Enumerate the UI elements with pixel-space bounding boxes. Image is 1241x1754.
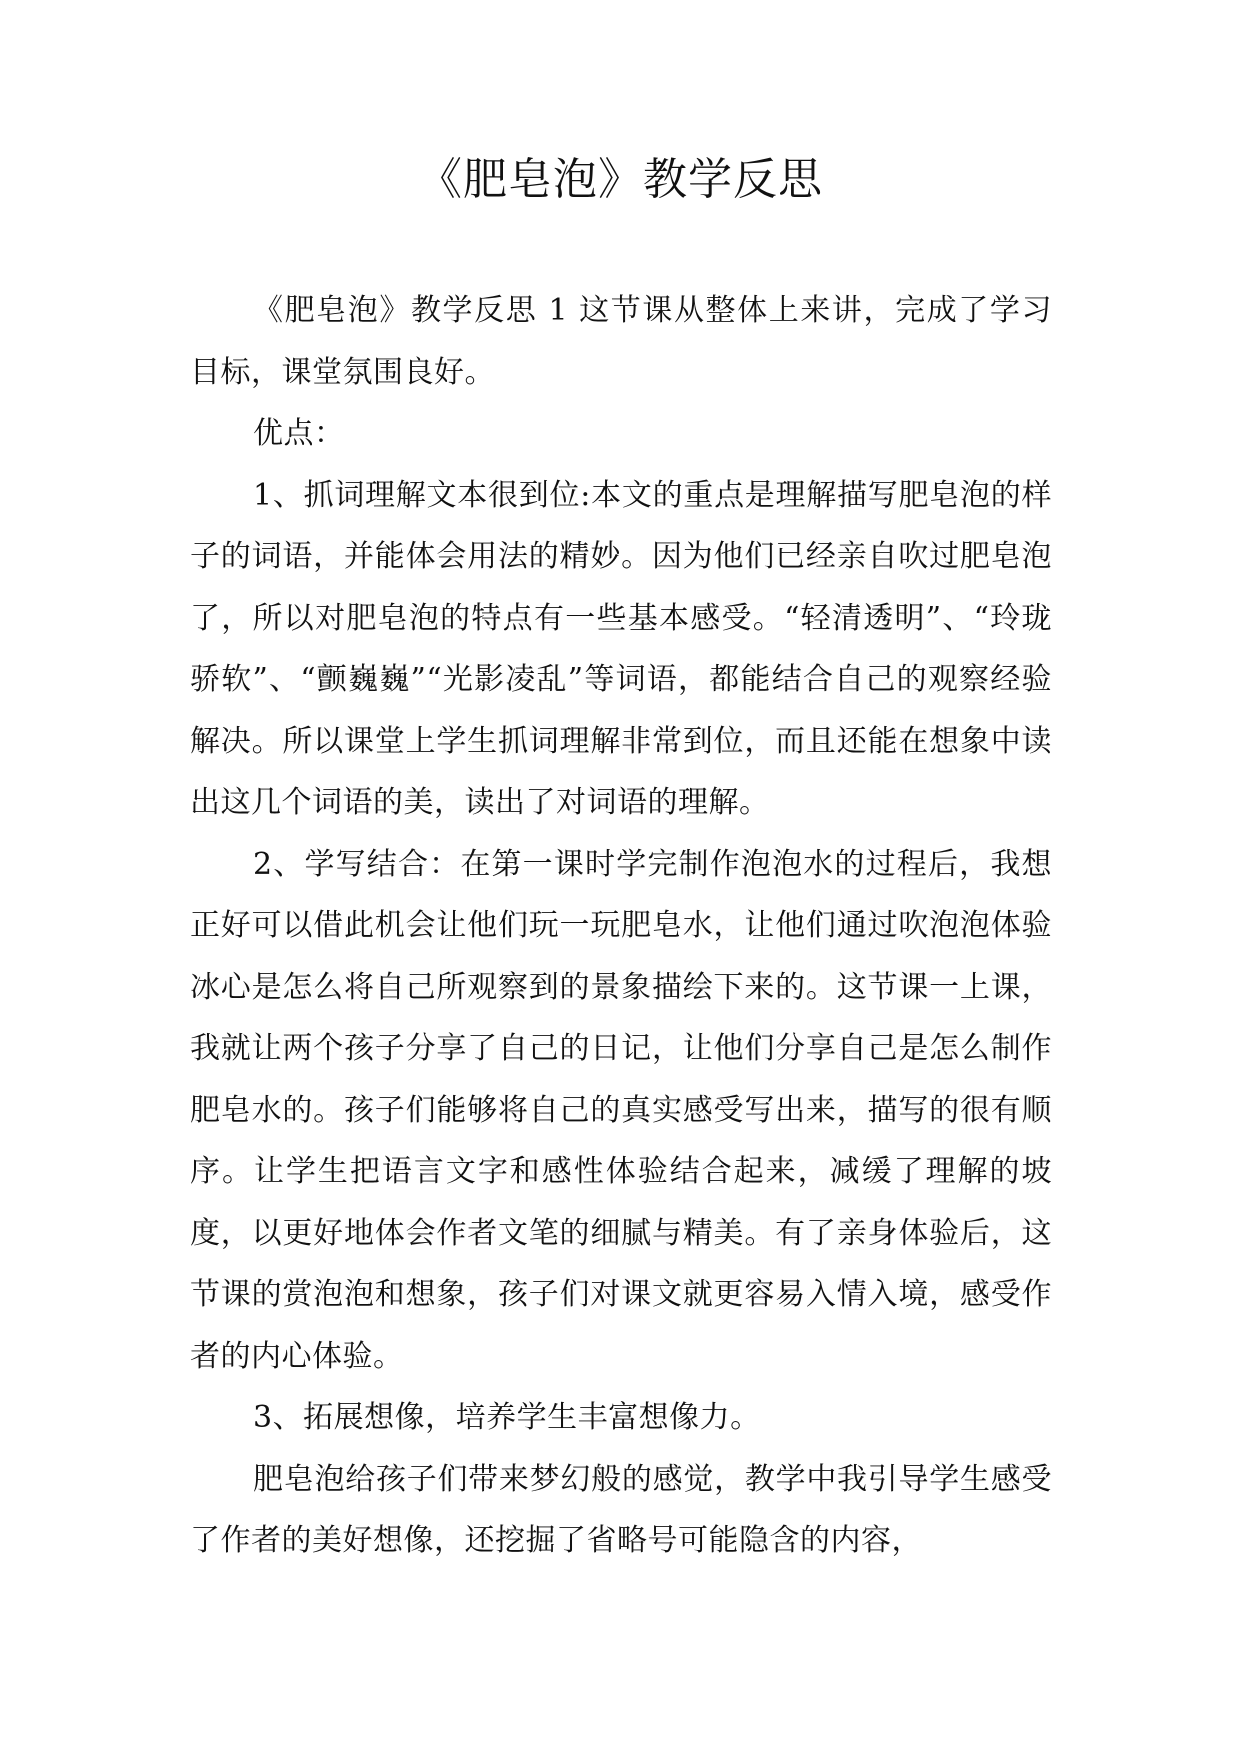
paragraph-intro: 《肥皂泡》教学反思 1 这节课从整体上来讲，完成了学习目标，课堂氛围良好。 [190, 293, 1052, 390]
paragraph-advantages-heading: 优点： [253, 416, 345, 451]
paragraph-point-2: 2、学写结合：在第一课时学完制作泡泡水的过程后，我想正好可以借此机会让他们玩一玩肥皂水，让他们通过吹泡泡体验冰心是怎么将自己所观察到的景象描绘下来的。这节课一上课，我就让两个孩子分享了自己的日记，让他们分享自己是怎么制作肥皂水的。孩子们能够将自己的真实感受写出来，描写的很有顺序。让学生把语言文字和感性体验结合起来，减缓了理解的坡度，以更好地体会作者文笔的细腻与精美。有了亲身体验后，这节课的赏泡泡和想象，孩子们对课文就更容易入情入境，感受作者的内心体验。 [190, 846, 1052, 1374]
paragraph-point-1: 1、抓词理解文本很到位:本文的重点是理解描写肥皂泡的样子的词语，并能体会用法的精妙。因为他们已经亲自吹过肥皂泡了，所以对肥皂泡的特点有一些基本感受。“轻清透明”、“玲珑骄软”、“颤巍巍”“光影凌乱”等词语，都能结合自己的观察经验解决。所以课堂上学生抓词理解非常到位，而且还能在想象中读出这几个词语的美，读出了对词语的理解。 [190, 477, 1052, 820]
document-body [190, 280, 1052, 1572]
paragraph-point-3-detail: 肥皂泡给孩子们带来梦幻般的感觉，教学中我引导学生感受了作者的美好想像，还挖掘了省略号可能隐含的内容， [190, 1461, 1052, 1558]
paragraph-point-3: 3、拓展想像，培养学生丰富想像力。 [253, 1400, 761, 1435]
document-title: 《肥皂泡》教学反思 [418, 154, 823, 205]
